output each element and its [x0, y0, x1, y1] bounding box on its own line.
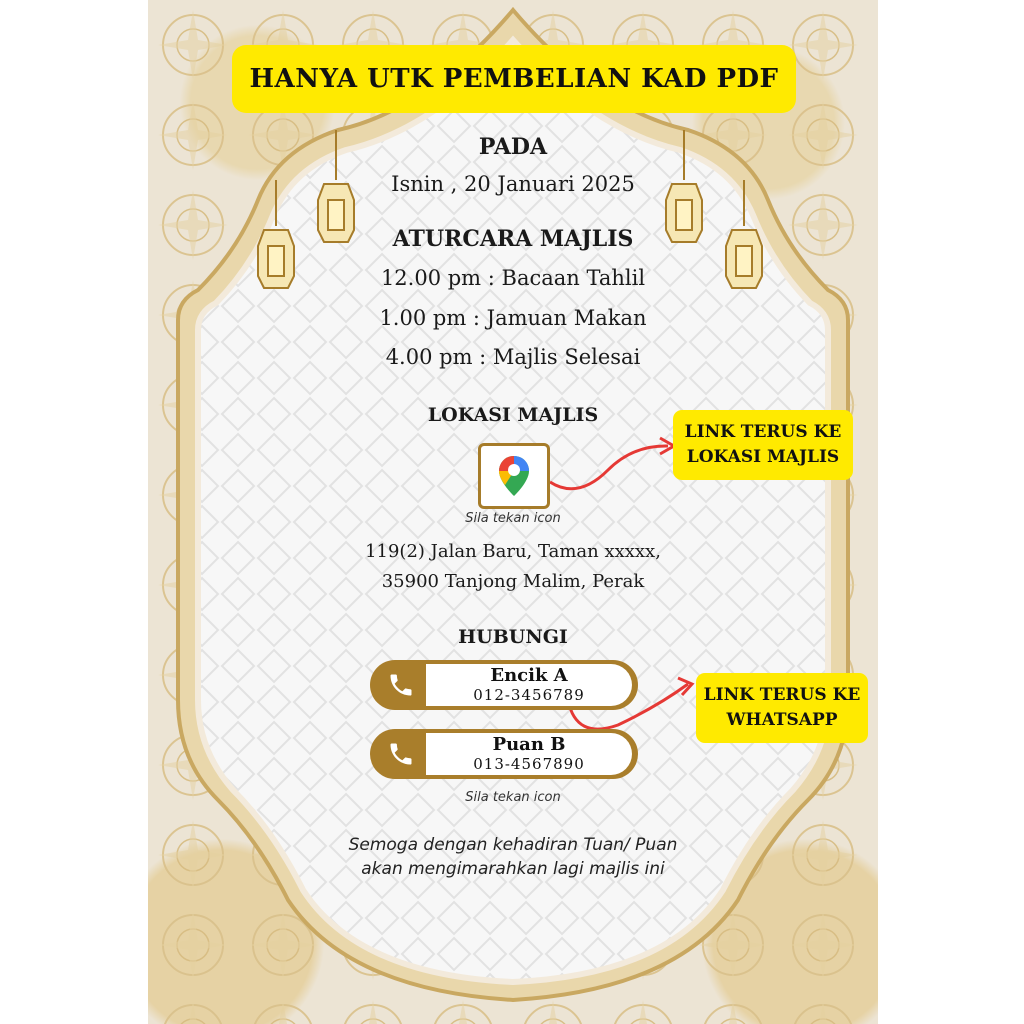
contact-pill [426, 733, 632, 775]
pdf-purchase-banner: HANYA UTK PEMBELIAN KAD PDF [232, 45, 796, 113]
map-link-callout [673, 410, 853, 480]
address-line: 35900 Tanjong Malim, Perak [381, 571, 645, 592]
contact-phone: 012-3456789 [473, 686, 585, 704]
google-maps-button[interactable] [478, 443, 550, 509]
pada-heading: PADA [478, 134, 548, 160]
closing-line: akan mengimarahkan lagi majlis ini [361, 859, 665, 879]
invitation-card [148, 0, 878, 1024]
schedule-item: 1.00 pm : Jamuan Makan [379, 306, 647, 330]
schedule-heading: ATURCARA MAJLIS [392, 226, 634, 252]
contact-heading: HUBUNGI [458, 626, 568, 648]
contact-name: Puan B [492, 734, 566, 755]
tap-icon-hint: Sila tekan icon [465, 790, 561, 805]
closing-line: Semoga dengan kehadiran Tuan/ Puan [348, 835, 678, 855]
event-date: Isnin , 20 Januari 2025 [391, 172, 635, 196]
tap-icon-hint: Sila tekan icon [465, 511, 561, 526]
schedule-item: 4.00 pm : Majlis Selesai [385, 345, 641, 369]
location-heading: LOKASI MAJLIS [427, 404, 599, 426]
callout-line: LOKASI MAJLIS [686, 447, 840, 467]
contact-pill [426, 664, 632, 706]
address-line: 119(2) Jalan Baru, Taman xxxxx, [365, 541, 661, 562]
callout-line: WHATSAPP [726, 710, 838, 730]
contact-button-encik-a[interactable] [370, 660, 638, 710]
contact-phone: 013-4567890 [473, 755, 585, 773]
contact-name: Encik A [490, 665, 568, 686]
callout-line: LINK TERUS KE [703, 685, 861, 705]
phone-icon [376, 660, 426, 710]
whatsapp-link-callout [696, 673, 868, 743]
phone-icon [376, 729, 426, 779]
callout-line: LINK TERUS KE [684, 422, 842, 442]
contact-button-puan-b[interactable] [370, 729, 638, 779]
google-maps-pin-icon [497, 454, 531, 498]
schedule-item: 12.00 pm : Bacaan Tahlil [380, 266, 646, 290]
